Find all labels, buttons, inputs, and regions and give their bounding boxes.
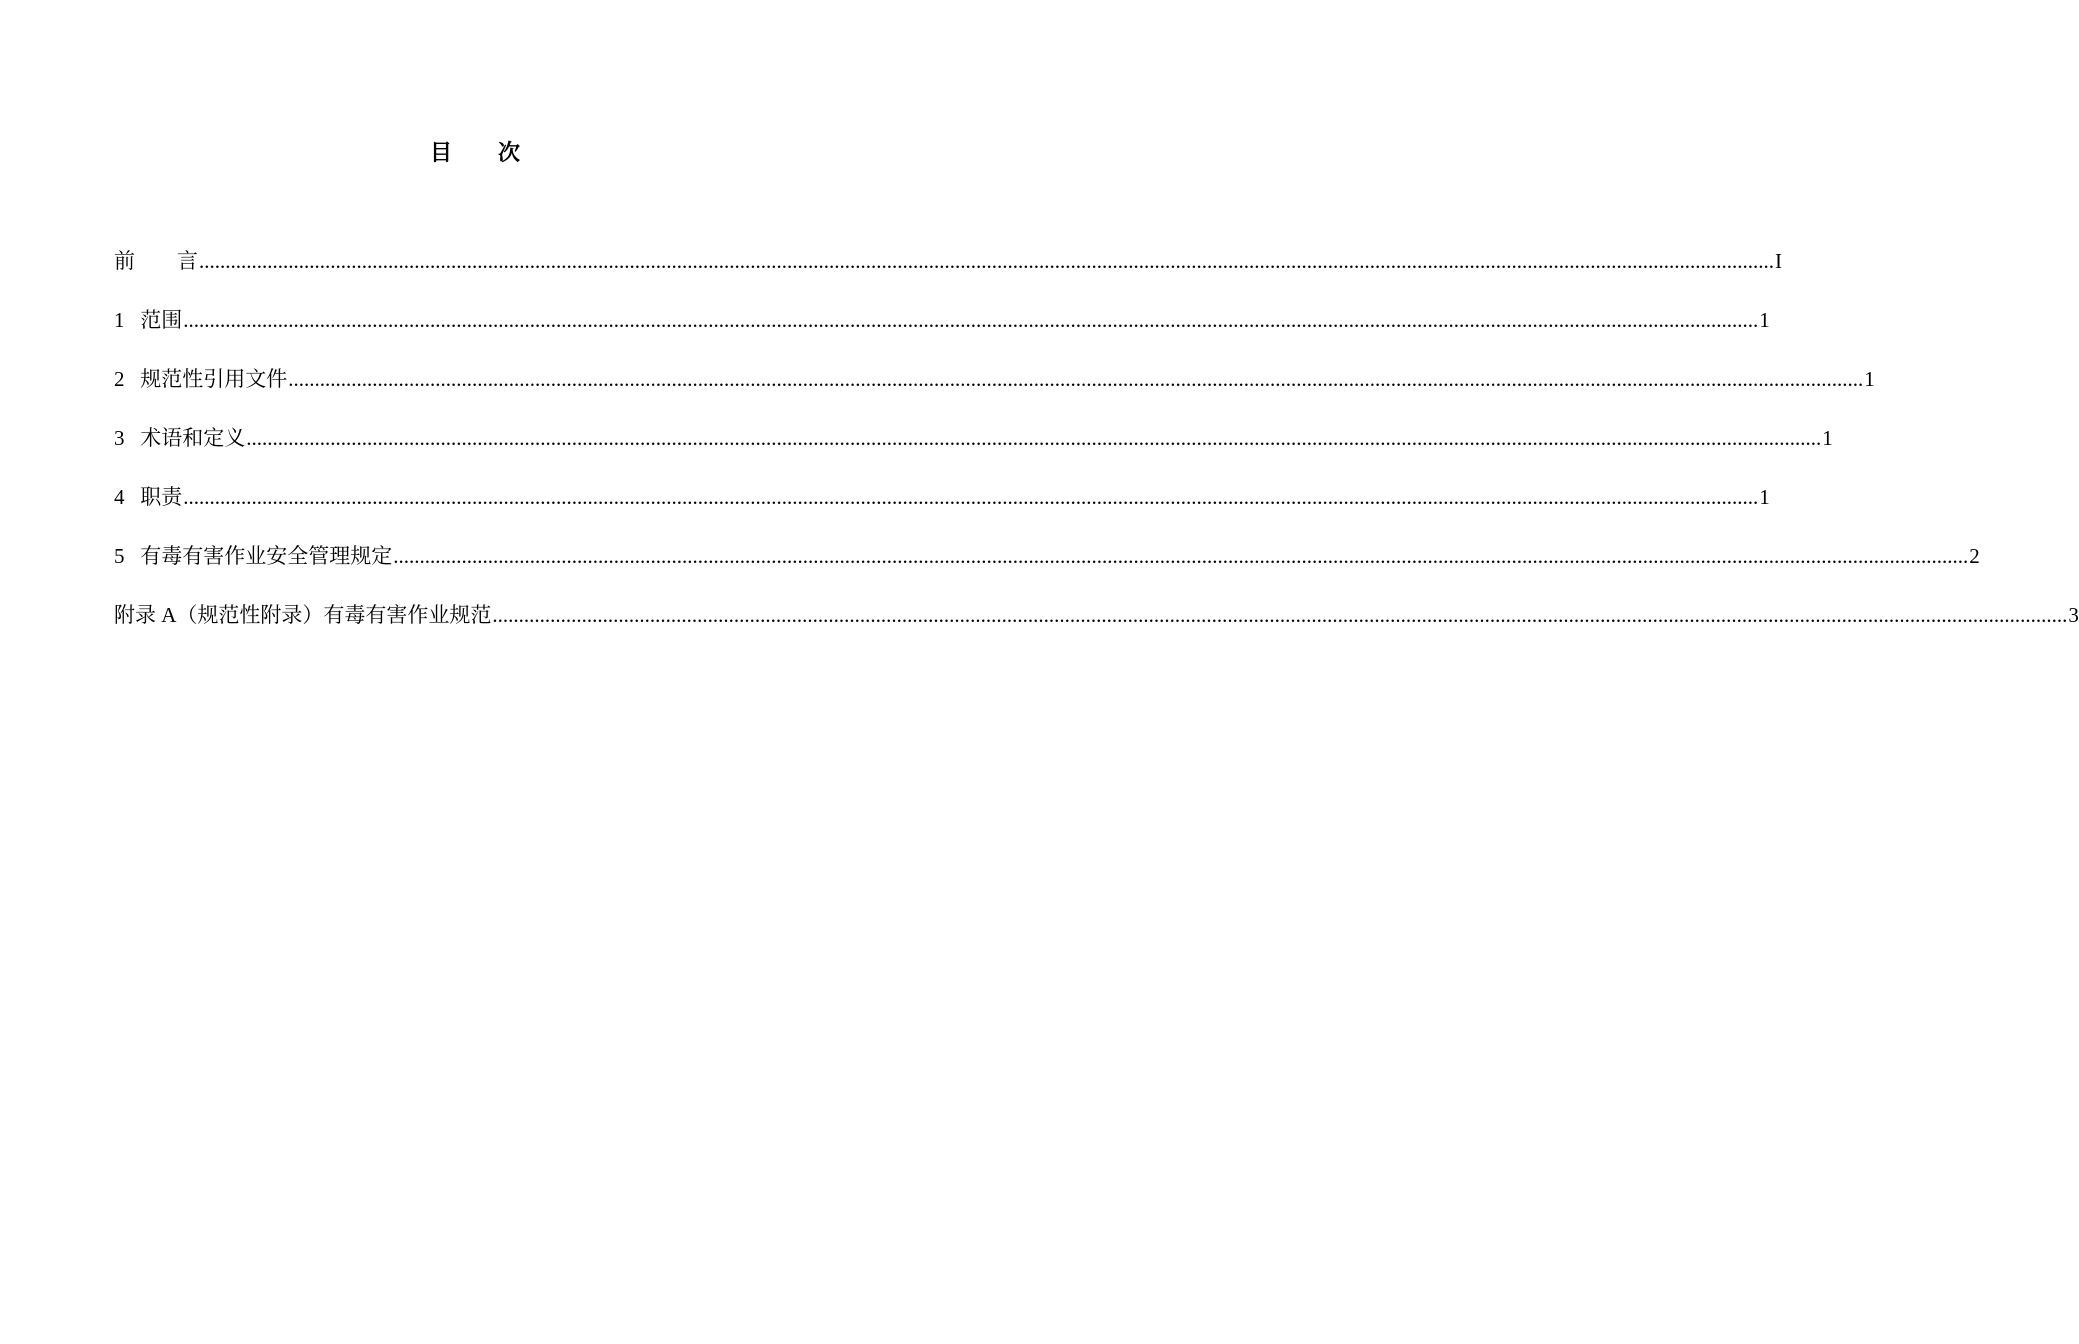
toc-entry-responsibilities[interactable] — [114, 479, 1770, 538]
toc-title: 目 次 — [430, 141, 520, 166]
toc-entry-page: 3 — [2068, 603, 2079, 627]
toc-entry-appendix-a[interactable] — [114, 597, 2079, 656]
toc-entry-label: 4 职责 — [114, 485, 183, 509]
toc-list — [114, 243, 2079, 656]
toc-entry-page: 2 — [1969, 544, 1980, 568]
toc-entry-page: 1 — [1822, 426, 1833, 450]
toc-dot-leader: ............................................................................................................................................................................................................................................................................................................ — [183, 485, 1759, 509]
toc-entry-page: I — [1775, 249, 1782, 273]
toc-dot-leader: ............................................................................................................................................................................................................................................................................................................ — [183, 308, 1759, 332]
toc-entry-label: 5 有毒有害作业安全管理规定 — [114, 544, 393, 568]
toc-entry-label: 附录 A（规范性附录）有毒有害作业规范 — [114, 603, 492, 627]
toc-entry-terms-definitions[interactable] — [114, 420, 1833, 479]
toc-entry-label: 1 范围 — [114, 308, 183, 332]
toc-dot-leader: ............................................................................................................................................................................................................................................................................................................ — [393, 544, 1969, 568]
toc-entry-label: 前 言 — [114, 249, 198, 273]
toc-dot-leader: ............................................................................................................................................................................................................................................................................................................ — [492, 603, 2068, 627]
toc-entry-label: 3 术语和定义 — [114, 426, 246, 450]
toc-entry-normative-references[interactable] — [114, 361, 1875, 420]
toc-entry-page: 1 — [1759, 485, 1770, 509]
toc-dot-leader: ............................................................................................................................................................................................................................................................................................................ — [288, 367, 1864, 391]
toc-entry-page: 1 — [1759, 308, 1770, 332]
toc-dot-leader: ............................................................................................................................................................................................................................................................................................................ — [246, 426, 1822, 450]
toc-entry-page: 1 — [1864, 367, 1875, 391]
toc-entry-scope[interactable] — [114, 302, 1770, 361]
toc-dot-leader: ............................................................................................................................................................................................................................................................................................................ — [199, 249, 1774, 273]
toc-entry-foreword[interactable] — [114, 243, 1782, 302]
toc-entry-safety-rules[interactable] — [114, 538, 1980, 597]
toc-entry-label: 2 规范性引用文件 — [114, 367, 288, 391]
